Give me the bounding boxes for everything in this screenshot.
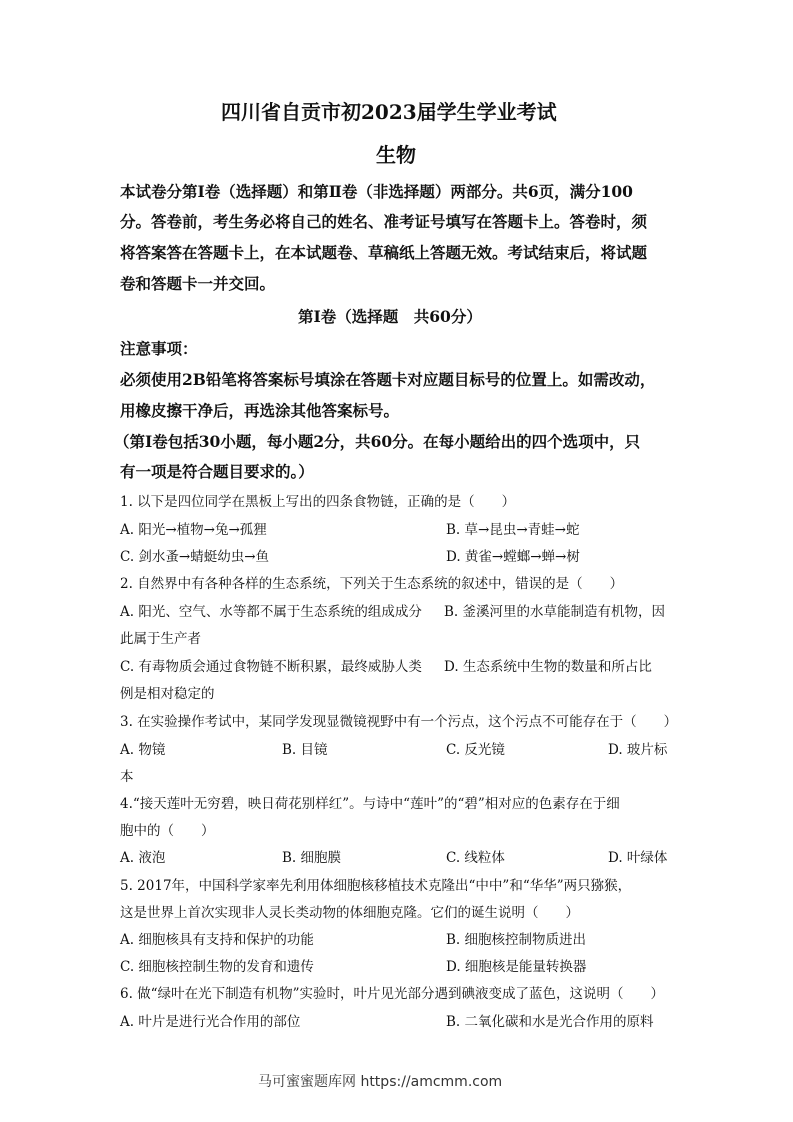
option-d: D. 生态系统中生物的数量和所占比: [444, 659, 652, 675]
notice-line: 必须使用2B铅笔将答案标号填涂在答题卡对应题目标号的位置上。如需改动，: [120, 370, 656, 389]
option-a: A. 阳光、空气、水等都不属于生态系统的组成成分: [120, 604, 422, 620]
question-stem: 6. 做“绿叶在光下制造有机物”实验时，叶片见光部分遇到碘液变成了蓝色，这说明（ ）: [120, 986, 664, 1002]
intro-line: 本试卷分第I卷（选择题）和第Ⅱ卷（非选择题）两部分。共6页，满分100: [120, 182, 633, 201]
option-a: A. 叶片是进行光合作用的部位: [120, 1014, 301, 1030]
footer-watermark: 马可蜜蜜题库网 https://amcmm.com: [258, 1074, 503, 1090]
question-stem: 2. 自然界中有各种各样的生态系统，下列关于生态系统的叙述中，错误的是（ ）: [120, 576, 624, 592]
option-a: A. 物镜: [120, 742, 166, 758]
question-stem: 5. 2017年，中国科学家率先利用体细胞核移植技术克隆出“中中”和“华华”两只猕猴，: [120, 878, 632, 894]
option-b: B. 细胞膜: [282, 850, 342, 866]
intro-line: 分。答卷前，考生务必将自己的姓名、准考证号填写在答题卡上。答卷时，须: [120, 212, 648, 231]
option-d: D. 细胞核是能量转换器: [446, 959, 587, 975]
option-c: C. 有毒物质会通过食物链不断积累，最终威胁人类: [120, 659, 422, 675]
instructions-line: （第I卷包括30小题，每小题2分，共60分。在每小题给出的四个选项中，只: [114, 432, 641, 451]
option-d-continued: 例是相对稳定的: [120, 686, 215, 702]
question-stem-continued: 这是世界上首次实现非人灵长类动物的体细胞克隆。它们的诞生说明（ ）: [120, 905, 579, 921]
option-d: D. 叶绿体: [608, 850, 668, 866]
option-d-continued: 本: [120, 769, 134, 785]
option-b: B. 二氧化碳和水是光合作用的原料: [446, 1014, 654, 1030]
option-d: D. 黄雀→螳螂→蝉→树: [446, 549, 580, 565]
option-c: C. 反光镜: [446, 742, 505, 758]
notice-line: 用橡皮擦干净后，再选涂其他答案标号。: [120, 401, 400, 420]
option-c: C. 线粒体: [446, 850, 505, 866]
intro-line: 卷和答题卡一并交回。: [120, 274, 276, 293]
option-d: D. 玻片标: [608, 742, 668, 758]
option-a: A. 细胞核具有支持和保护的功能: [120, 932, 314, 948]
section-title: 第I卷（选择题 共60分）: [298, 307, 482, 326]
question-stem-continued: 胞中的（ ）: [120, 823, 215, 839]
option-b: B. 草→昆虫→青蛙→蛇: [446, 522, 580, 538]
question-stem: 4.“接天莲叶无穷碧，映日荷花别样红”。与诗中“莲叶”的“碧”相对应的色素存在于细: [120, 796, 620, 812]
option-b: B. 釜溪河里的水草能制造有机物，因: [444, 604, 666, 620]
instructions-line: 有一项是符合题目要求的。）: [120, 462, 314, 481]
option-a: A. 液泡: [120, 850, 166, 866]
option-b-continued: 此属于生产者: [120, 631, 201, 647]
intro-line: 将答案答在答题卡上，在本试题卷、草稿纸上答题无效。考试结束后，将试题: [120, 243, 648, 262]
option-c: C. 剑水蚤→蜻蜓幼虫→鱼: [120, 549, 270, 565]
option-b: B. 细胞核控制物质进出: [446, 932, 587, 948]
option-c: C. 细胞核控制生物的发育和遗传: [120, 959, 314, 975]
option-a: A. 阳光→植物→兔→孤狸: [120, 522, 267, 538]
question-stem: 1. 以下是四位同学在黑板上写出的四条食物链，正确的是（ ）: [120, 494, 516, 510]
subject-title: 生物: [376, 143, 416, 167]
exam-title: 四川省自贡市初2023届学生学业考试: [221, 100, 557, 124]
option-b: B. 目镜: [282, 742, 328, 758]
notice-heading: 注意事项：: [120, 339, 198, 358]
question-stem: 3. 在实验操作考试中，某同学发现显微镜视野中有一个污点，这个污点不可能存在于（ ）: [120, 714, 678, 730]
